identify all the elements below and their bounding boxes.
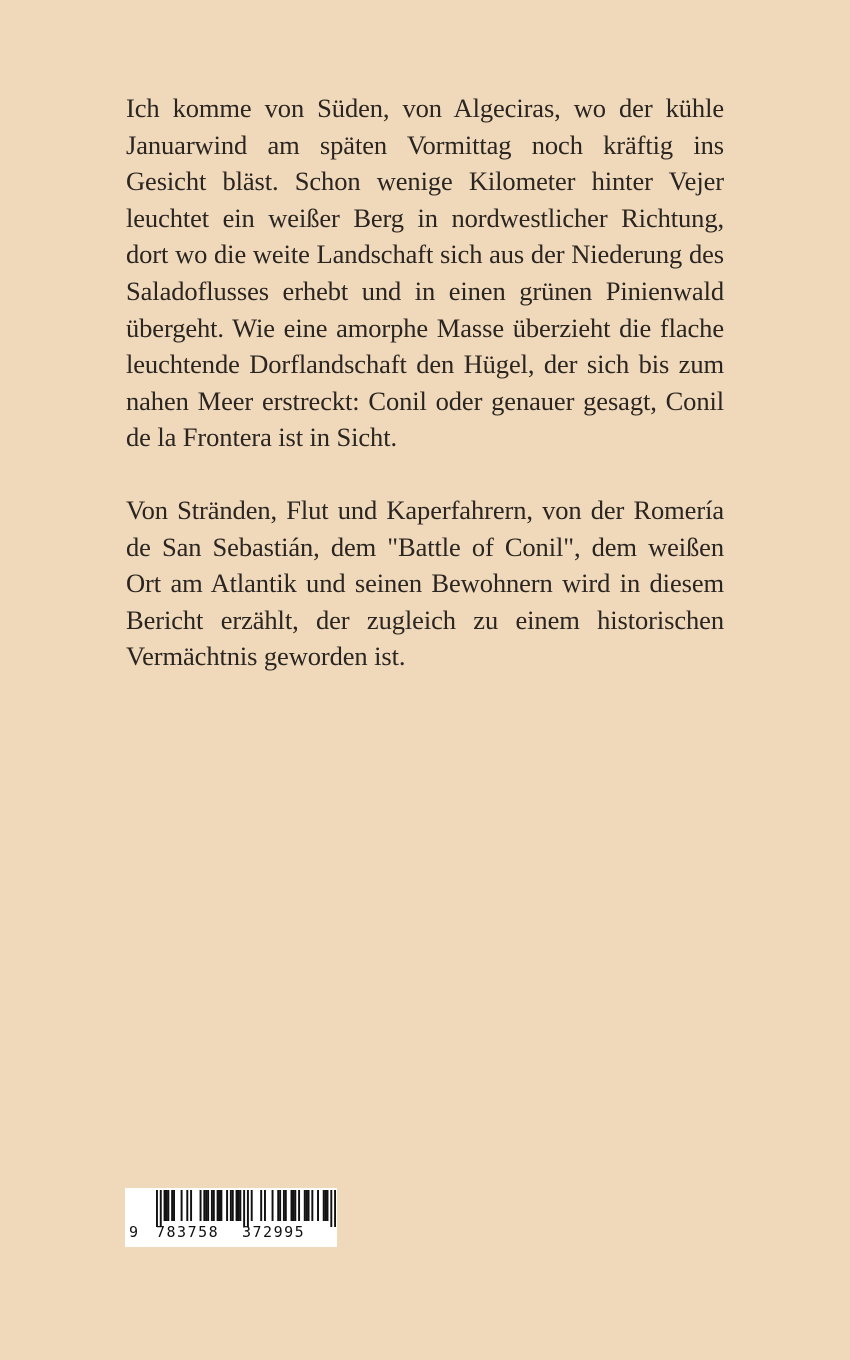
barcode-digits bbox=[125, 1223, 337, 1245]
barcode-bar bbox=[260, 1190, 262, 1221]
barcode-bar bbox=[308, 1190, 310, 1221]
barcode-bar bbox=[272, 1190, 274, 1221]
barcode-bar bbox=[226, 1190, 228, 1221]
barcode-bar bbox=[306, 1190, 308, 1221]
barcode-bar bbox=[173, 1190, 175, 1221]
barcode-bar bbox=[167, 1190, 169, 1221]
barcode-bars bbox=[156, 1190, 336, 1227]
barcode-first-digit: 9 bbox=[129, 1223, 139, 1241]
blurb-text bbox=[126, 90, 724, 675]
barcode-bar bbox=[203, 1190, 205, 1221]
barcode-bar bbox=[171, 1190, 173, 1221]
barcode-bar bbox=[298, 1190, 300, 1221]
barcode-bar bbox=[205, 1190, 207, 1221]
barcode-bar bbox=[304, 1190, 306, 1221]
blurb-paragraph-2: Von Stränden, Flut und Kaperfahrern, von der Romería de San Sebastián, dem "Battle of Conil", dem weißen Ort am Atlantik und seinen Bewohnern wird in diesem Bericht erzählt, der zugleich zu einem historischen Vermächtnis geworden ist. bbox=[126, 494, 724, 672]
barcode-bar bbox=[213, 1190, 215, 1221]
barcode-bar bbox=[294, 1190, 296, 1221]
barcode-bar bbox=[156, 1190, 158, 1227]
barcode-bar bbox=[165, 1190, 167, 1221]
barcode-bar bbox=[239, 1190, 241, 1221]
barcode-bar bbox=[160, 1190, 162, 1227]
barcode-bar bbox=[279, 1190, 281, 1221]
barcode-bar bbox=[200, 1190, 202, 1221]
barcode-bar bbox=[236, 1190, 238, 1221]
barcode-bar bbox=[330, 1190, 332, 1227]
barcode-bar bbox=[311, 1190, 313, 1221]
barcode-bar bbox=[247, 1190, 249, 1227]
barcode-bar bbox=[323, 1190, 325, 1221]
barcode-bar bbox=[291, 1190, 293, 1221]
isbn-barcode bbox=[125, 1188, 337, 1247]
barcode-bar bbox=[211, 1190, 213, 1221]
barcode-right-digits: 372995 bbox=[242, 1223, 306, 1241]
blurb-paragraph-1: Ich komme von Süden, von Algeciras, wo der kühle Januarwind am späten Vormittag noch kräftig ins Gesicht bläst. Schon wenige Kilometer hinter Vejer leuchtet ein weißer Berg in nordwestlicher Richtung, dort wo die weite Landschaft sich aus der Niederung des Saladoflusses erhebt und in einen grünen Pinienwald übergeht. Wie eine amorphe Masse überzieht die flache leuchtende Dorflandschaft den Hügel, der sich bis zum nahen Meer erstreckt: Conil oder genauer gesagt, Conil de la Frontera ist in Sicht. bbox=[126, 93, 724, 453]
barcode-bar bbox=[251, 1190, 253, 1221]
barcode-bar bbox=[292, 1190, 294, 1221]
barcode-bar bbox=[181, 1190, 183, 1221]
barcode-bar bbox=[283, 1190, 285, 1221]
barcode-left-digits: 783758 bbox=[156, 1223, 220, 1241]
barcode-bar bbox=[186, 1190, 188, 1221]
barcode-bar bbox=[243, 1190, 245, 1227]
barcode-bar bbox=[264, 1190, 266, 1221]
barcode-bar bbox=[317, 1190, 319, 1221]
barcode-bar bbox=[285, 1190, 287, 1221]
barcode-bar bbox=[230, 1190, 232, 1221]
barcode-bar bbox=[207, 1190, 209, 1221]
barcode-bar bbox=[217, 1190, 219, 1221]
barcode-bar bbox=[325, 1190, 327, 1221]
barcode-bar bbox=[334, 1190, 336, 1227]
barcode-bar bbox=[220, 1190, 222, 1221]
barcode-bar bbox=[219, 1190, 221, 1221]
barcode-bar bbox=[277, 1190, 279, 1221]
barcode-bar bbox=[237, 1190, 239, 1221]
barcode-bar bbox=[164, 1190, 166, 1221]
barcode-bar bbox=[232, 1190, 234, 1221]
barcode-bar bbox=[327, 1190, 329, 1221]
barcode-bar bbox=[190, 1190, 192, 1221]
